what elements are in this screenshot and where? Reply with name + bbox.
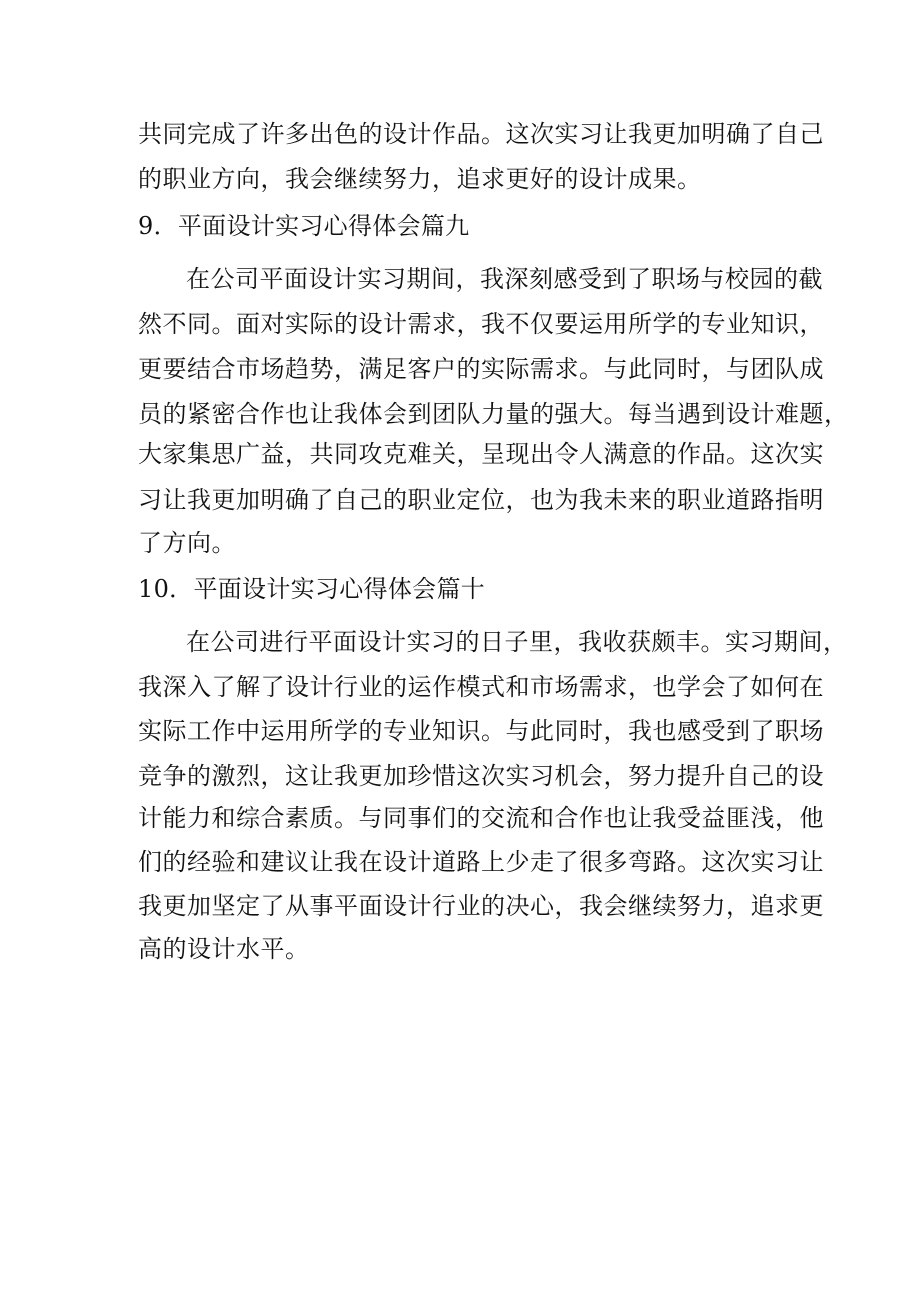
- section-10-line-5: 计能力和综合素质。与同事们的交流和合作也让我受益匪浅，他: [138, 804, 824, 832]
- section-10-line-3: 实际工作中运用所学的专业知识。与此同时，我也感受到了职场: [138, 717, 824, 745]
- section-10-line-2: 我深入了解了设计行业的运作模式和市场需求，也学会了如何在: [138, 673, 824, 701]
- section-10-line-6: 们的经验和建议让我在设计道路上少走了很多弯路。这次实习让: [138, 848, 824, 876]
- section-10-heading: 10．平面设计实习心得体会篇十: [138, 575, 486, 603]
- section-9-line-1: 在公司平面设计实习期间，我深刻感受到了职场与校园的截: [186, 265, 823, 293]
- section-10-line-7: 我更加坚定了从事平面设计行业的决心，我会继续努力，追求更: [138, 892, 824, 920]
- intro-line-1: 共同完成了许多出色的设计作品。这次实习让我更加明确了自己: [138, 120, 824, 148]
- section-9-line-3: 更要结合市场趋势，满足客户的实际需求。与此同时，与团队成: [138, 355, 824, 383]
- section-9-line-2: 然不同。面对实际的设计需求，我不仅要运用所学的专业知识，: [138, 310, 824, 338]
- section-9-line-4: 员的紧密合作也让我体会到团队力量的强大。每当遇到设计难题，: [138, 400, 849, 428]
- section-9-line-5: 大家集思广益，共同攻克难关，呈现出令人满意的作品。这次实: [138, 440, 824, 468]
- intro-line-2: 的职业方向，我会继续努力，追求更好的设计成果。: [138, 165, 702, 193]
- section-9-line-7: 了方向。: [138, 529, 236, 557]
- section-10-line-1: 在公司进行平面设计实习的日子里，我收获颇丰。实习期间，: [186, 628, 848, 656]
- section-9-line-6: 习让我更加明确了自己的职业定位，也为我未来的职业道路指明: [138, 486, 824, 514]
- section-10-line-8: 高的设计水平。: [138, 935, 310, 963]
- section-9-heading: 9．平面设计实习心得体会篇九: [138, 212, 470, 240]
- section-10-line-4: 竞争的激烈，这让我更加珍惜这次实习机会，努力提升自己的设: [138, 762, 824, 790]
